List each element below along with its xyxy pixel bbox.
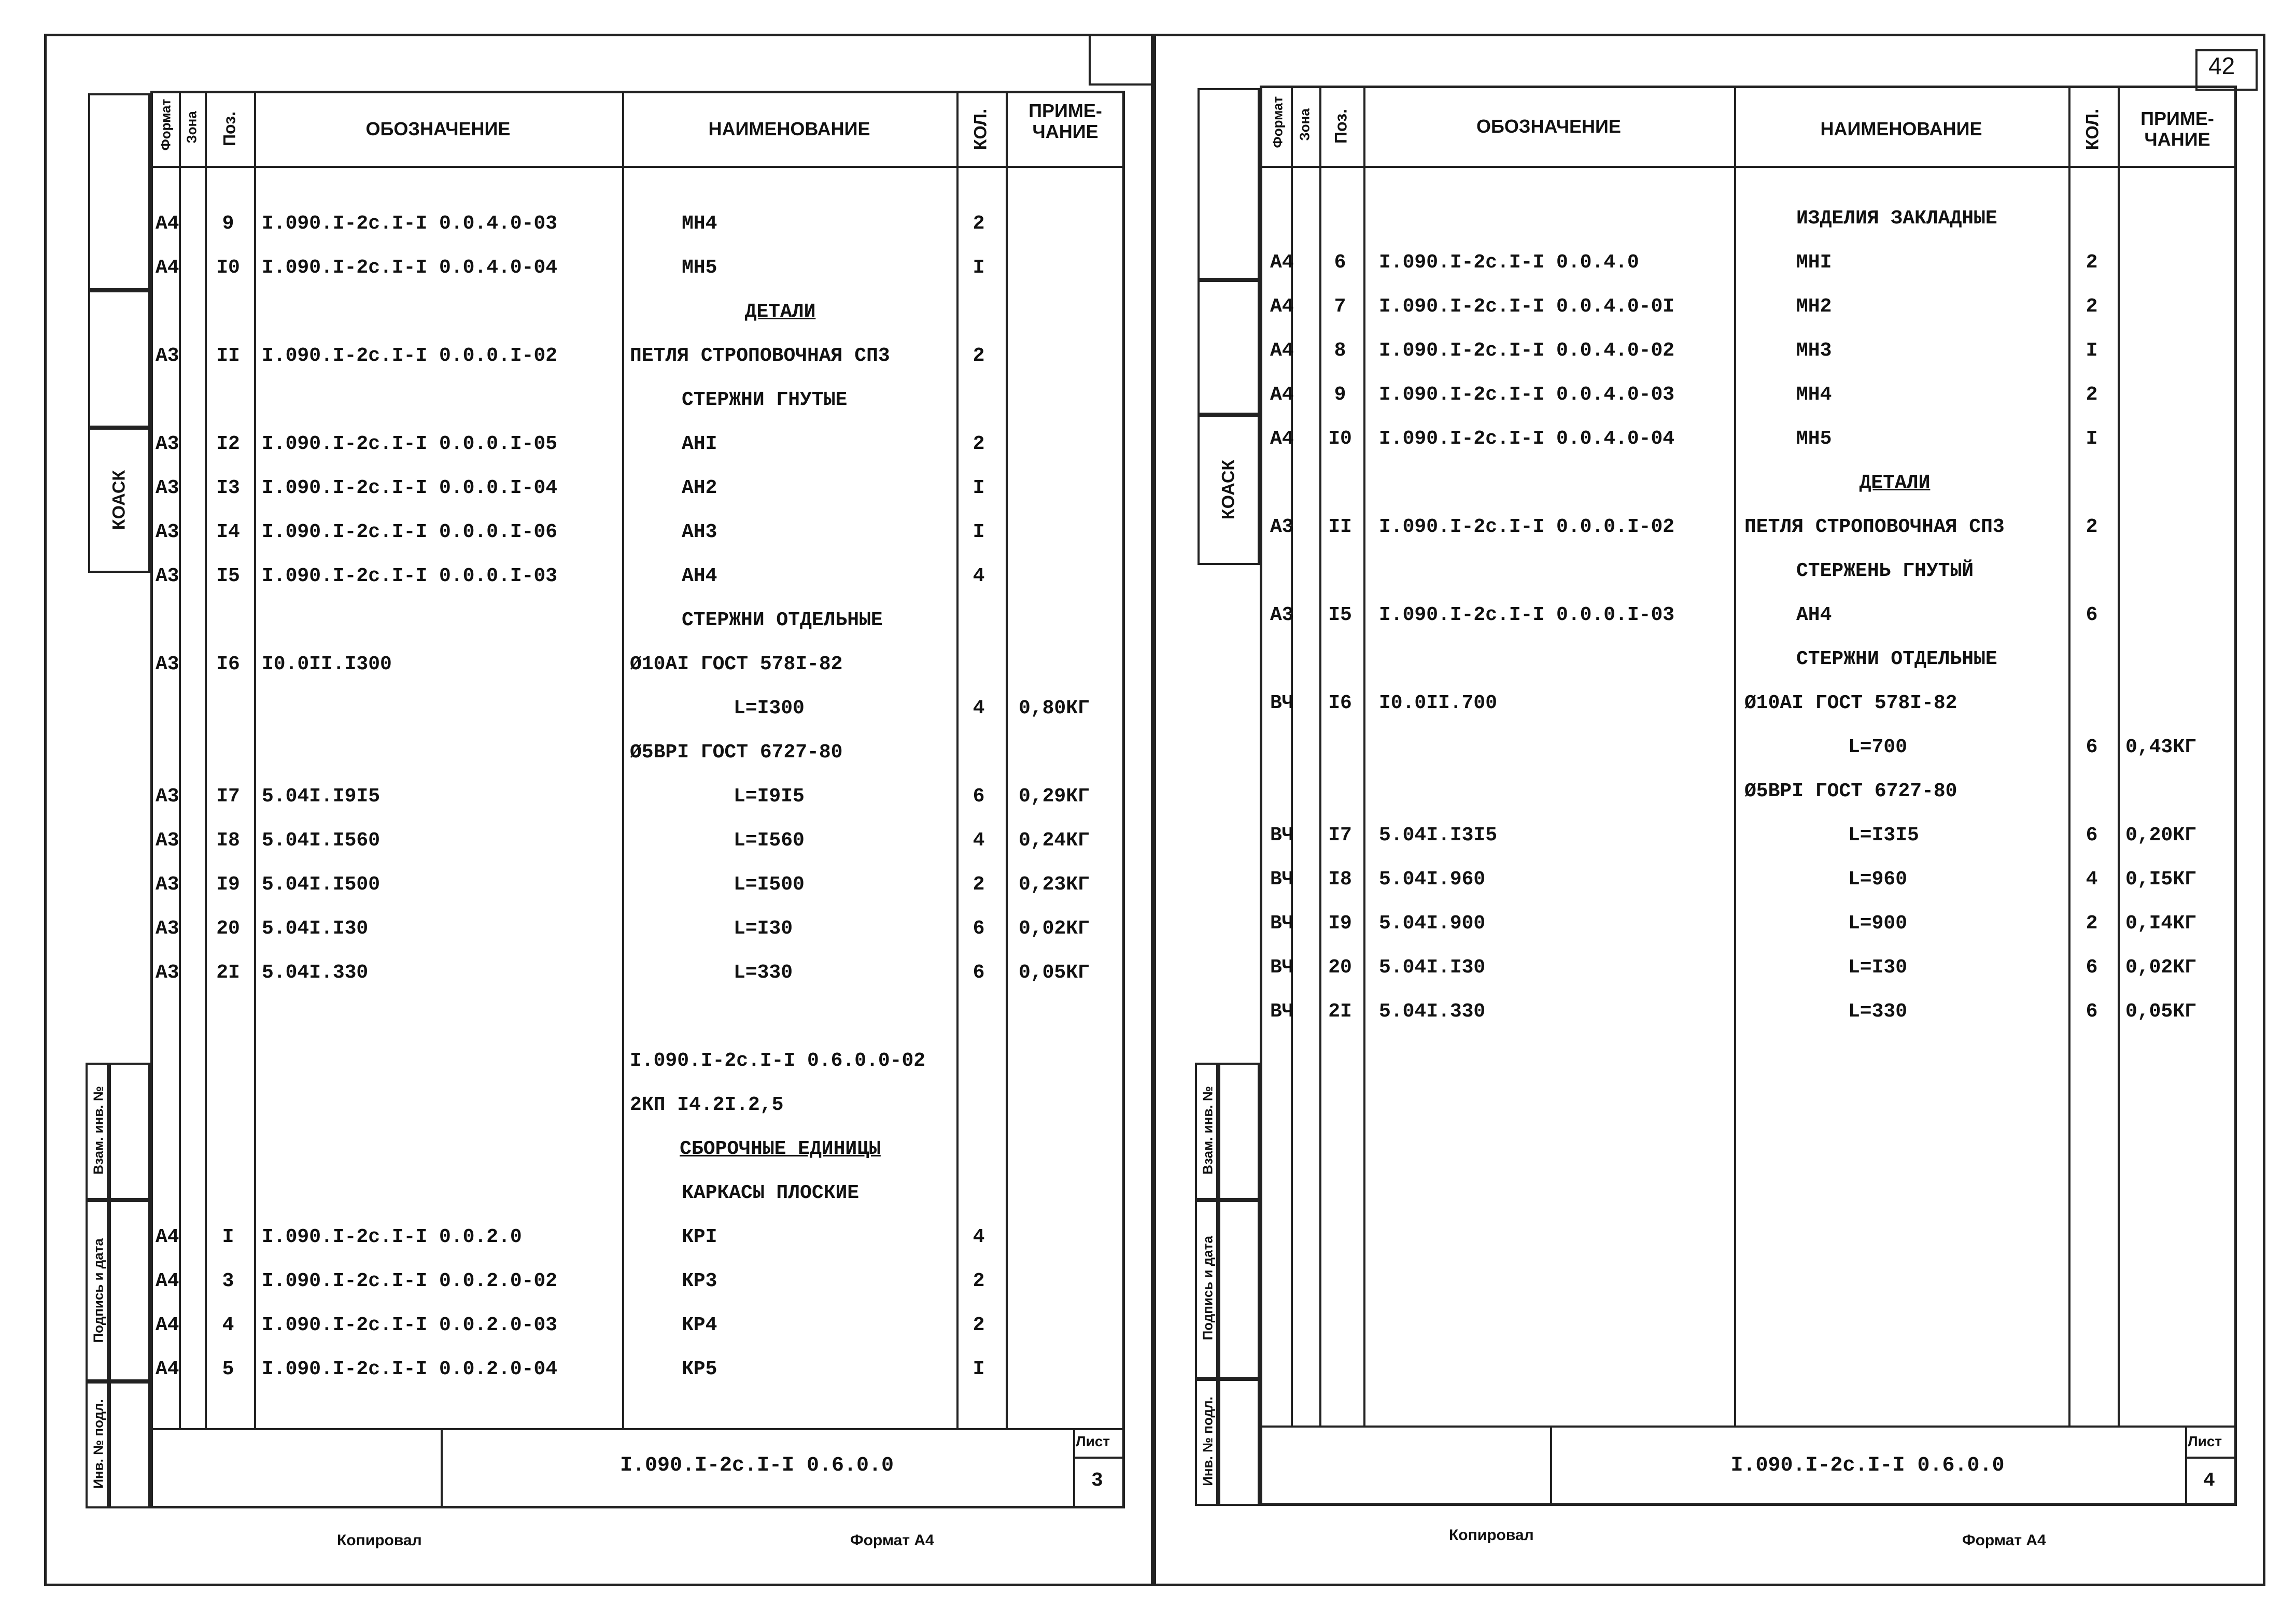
left-side-strip-top (88, 93, 150, 290)
row-designation: I0.0II.I300 (262, 653, 392, 675)
row-quantity: 2 (2086, 384, 2098, 406)
row-position: I4 (216, 521, 240, 543)
row-format: А3 (156, 433, 179, 455)
right-hdr-name: НАИМЕНОВАНИЕ (1820, 118, 1982, 139)
row-name: АН4 (1796, 604, 1832, 626)
row-position: 3 (222, 1270, 234, 1292)
row-position: I8 (1328, 868, 1352, 891)
row-name: L=330 (1848, 1000, 1908, 1023)
row-position: 2I (1328, 1000, 1352, 1023)
row-quantity: 6 (973, 785, 985, 808)
row-designation: 5.04I.I30 (1379, 956, 1486, 979)
right-col-rule-5 (2068, 86, 2070, 1426)
row-designation: I.090.I-2c.I-I 0.0.0.I-03 (1379, 604, 1675, 626)
row-position: 8 (1334, 340, 1346, 362)
row-designation: 5.04I.330 (262, 962, 369, 984)
row-note: 0,I4КГ (2125, 912, 2196, 935)
left-side-strip-inv-b (109, 1381, 150, 1508)
row-name: Ø10АI ГОСТ 578I-82 (630, 653, 843, 675)
left-side-strip-vzam-b (109, 1063, 150, 1200)
right-side-strip-inv-b (1218, 1379, 1260, 1506)
left-hdr-name: НАИМЕНОВАНИЕ (708, 118, 870, 139)
row-name: L=I3I5 (1848, 824, 1919, 846)
row-format: А4 (1270, 340, 1294, 362)
row-name: АН2 (682, 477, 717, 499)
row-quantity: I (973, 477, 985, 499)
row-name: ПЕТЛЯ СТРОПОВОЧНАЯ СП3 (630, 345, 890, 367)
row-format: ВЧ (1270, 824, 1294, 846)
row-quantity: 6 (973, 962, 985, 984)
row-designation: I.090.I-2c.I-I 0.0.4.0 (1379, 251, 1639, 274)
row-format: А4 (1270, 384, 1294, 406)
right-label-vzam: Взам. инв. № (1200, 1086, 1216, 1175)
left-copied: Копировал (337, 1532, 422, 1549)
left-hdr-pos: Поз. (220, 111, 239, 146)
row-format: А4 (156, 1314, 179, 1336)
left-footer-rule (150, 1428, 1125, 1430)
right-sheetno-hrule (2185, 1457, 2237, 1459)
row-name: КАРКАСЫ ПЛОСКИЕ (682, 1182, 860, 1204)
left-strip-label: КОАСК (109, 470, 129, 530)
row-format: А3 (156, 918, 179, 940)
row-format: А4 (1270, 295, 1294, 318)
row-quantity: 6 (2086, 604, 2098, 626)
row-designation: I.090.I-2c.I-I 0.0.4.0-03 (1379, 384, 1675, 406)
row-format: А3 (156, 477, 179, 499)
right-hdr-pos: Поз. (1331, 109, 1350, 144)
row-designation: 5.04I.330 (1379, 1000, 1486, 1023)
row-format: А3 (156, 962, 179, 984)
left-format: Формат А4 (850, 1532, 934, 1549)
row-quantity: 2 (973, 873, 985, 896)
row-name: МН4 (1796, 384, 1832, 406)
left-hdr-designation: ОБОЗНАЧЕНИЕ (365, 118, 511, 139)
row-position: I (222, 1226, 234, 1248)
row-note: 0,02КГ (1019, 918, 1090, 940)
row-name: L=I30 (1848, 956, 1908, 979)
row-name: СТЕРЖНИ ОТДЕЛЬНЫЕ (1796, 648, 1997, 670)
row-name: МН2 (1796, 295, 1832, 318)
row-designation: I.090.I-2c.I-I 0.0.0.I-06 (262, 521, 558, 543)
left-sheetno-hrule (1073, 1457, 1125, 1459)
row-position: I2 (216, 433, 240, 455)
row-format: А3 (156, 829, 179, 852)
row-designation: I.090.I-2c.I-I 0.0.0.I-02 (262, 345, 558, 367)
row-name: СБОРОЧНЫЕ ЕДИНИЦЫ (680, 1138, 881, 1160)
row-format: А4 (1270, 251, 1294, 274)
row-designation: 5.04I.I560 (262, 829, 381, 852)
row-position: I6 (216, 653, 240, 675)
row-quantity: 2 (2086, 295, 2098, 318)
left-sheet-label: Лист (1076, 1433, 1110, 1449)
row-name: Ø5ВРI ГОСТ 6727-80 (1744, 780, 1957, 802)
row-quantity: 2 (2086, 251, 2098, 274)
row-designation: I.090.I-2c.I-I 0.0.2.0-04 (262, 1358, 558, 1380)
left-col-rule-6 (1006, 91, 1008, 1428)
row-designation: I.090.I-2c.I-I 0.0.2.0 (262, 1226, 522, 1248)
row-name: L=700 (1848, 736, 1908, 758)
row-name: АН3 (682, 521, 717, 543)
row-note: 0,05КГ (2125, 1000, 2196, 1023)
row-quantity: 2 (973, 1314, 985, 1336)
row-position: I7 (1328, 824, 1352, 846)
left-doc-number: I.090.I-2c.I-I 0.6.0.0 (619, 1454, 894, 1477)
row-name: СТЕРЖНИ ОТДЕЛЬНЫЕ (682, 609, 883, 631)
row-quantity: 2 (2086, 912, 2098, 935)
right-side-strip-vzam-b (1218, 1063, 1260, 1200)
row-position: II (216, 345, 240, 367)
left-hdr-note-2: ЧАНИЕ (1032, 121, 1098, 142)
row-name: МН3 (1796, 340, 1832, 362)
row-name: МН5 (682, 257, 717, 279)
right-hdr-zone: Зона (1297, 108, 1313, 141)
row-designation: I.090.I-2c.I-I 0.0.4.0-02 (1379, 340, 1675, 362)
left-hdr-format: Формат (158, 98, 174, 151)
row-quantity: 6 (2086, 824, 2098, 846)
row-designation: 5.04I.I3I5 (1379, 824, 1498, 846)
row-format: А3 (156, 873, 179, 896)
row-designation: I.090.I-2c.I-I 0.0.4.0-04 (1379, 428, 1675, 450)
right-hdr-format: Формат (1270, 96, 1286, 148)
row-position: I6 (1328, 692, 1352, 714)
row-note: 0,20КГ (2125, 824, 2196, 846)
row-quantity: 2 (973, 1270, 985, 1292)
row-name: СТЕРЖЕНЬ ГНУТЫЙ (1796, 560, 1974, 582)
row-name: L=I9I5 (734, 785, 805, 808)
row-name: L=I560 (734, 829, 805, 852)
row-format: А3 (156, 521, 179, 543)
right-hdr-designation: ОБОЗНАЧЕНИЕ (1476, 116, 1621, 137)
row-format: А3 (1270, 604, 1294, 626)
row-position: I0 (216, 257, 240, 279)
left-col-rule-5 (956, 91, 959, 1428)
row-quantity: 2 (973, 345, 985, 367)
row-name: КР4 (682, 1314, 717, 1336)
right-col-rule-4 (1734, 86, 1736, 1426)
row-format: А3 (156, 345, 179, 367)
row-name: ДЕТАЛИ (744, 301, 816, 323)
row-note: 0,23КГ (1019, 873, 1090, 896)
left-hdr-note-1: ПРИМЕ- (1029, 100, 1102, 121)
left-hdr-zone: Зона (184, 111, 200, 144)
row-note: 0,05КГ (1019, 962, 1090, 984)
row-position: 20 (216, 918, 240, 940)
left-label-inv: Инв. № подл. (90, 1399, 106, 1489)
right-label-inv: Инв. № подл. (1200, 1396, 1216, 1486)
left-col-rule-3 (254, 91, 256, 1428)
right-hdr-note-1: ПРИМЕ- (2140, 108, 2214, 129)
row-designation: I.090.I-2c.I-I 0.0.2.0-03 (262, 1314, 558, 1336)
row-position: 7 (1334, 295, 1346, 318)
row-position: 9 (1334, 384, 1346, 406)
row-name: ДЕТАЛИ (1859, 472, 1931, 494)
row-name: МН4 (682, 213, 717, 235)
row-format: А4 (156, 1358, 179, 1380)
row-format: ВЧ (1270, 912, 1294, 935)
left-sheet-top-tab (1089, 34, 1153, 86)
row-position: I5 (216, 565, 240, 587)
row-quantity: I (973, 521, 985, 543)
row-name: L=I300 (734, 697, 805, 719)
row-designation: I.090.I-2c.I-I 0.0.0.I-02 (1379, 516, 1675, 538)
right-side-strip-mid (1198, 280, 1260, 415)
left-label-podpis: Подпись и дата (90, 1238, 106, 1343)
row-name: МНI (1796, 251, 1832, 274)
row-designation: I0.0II.700 (1379, 692, 1498, 714)
row-position: 4 (222, 1314, 234, 1336)
row-name: КРI (682, 1226, 717, 1248)
row-format: А4 (156, 1226, 179, 1248)
row-name: АНI (682, 433, 717, 455)
row-quantity: I (2086, 428, 2098, 450)
row-position: I5 (1328, 604, 1352, 626)
row-note: 0,80КГ (1019, 697, 1090, 719)
row-designation: I.090.I-2c.I-I 0.0.0.I-05 (262, 433, 558, 455)
row-format: ВЧ (1270, 956, 1294, 979)
row-quantity: 2 (973, 213, 985, 235)
right-doc-number: I.090.I-2c.I-I 0.6.0.0 (1730, 1454, 2005, 1477)
row-designation: I.090.I-2c.I-I 0.0.0.I-03 (262, 565, 558, 587)
row-quantity: I (2086, 340, 2098, 362)
right-side-strip-top (1198, 88, 1260, 280)
row-format: А3 (1270, 516, 1294, 538)
row-quantity: I (973, 1358, 985, 1380)
row-designation: 5.04I.I500 (262, 873, 381, 896)
row-name: L=900 (1848, 912, 1908, 935)
row-quantity: 2 (973, 433, 985, 455)
row-name: I.090.I-2c.I-I 0.6.0.0-02 (630, 1050, 926, 1072)
row-format: А3 (156, 565, 179, 587)
row-name: КР3 (682, 1270, 717, 1292)
right-footer-rule (1260, 1426, 2237, 1428)
row-designation: I.090.I-2c.I-I 0.0.2.0-02 (262, 1270, 558, 1292)
left-col-rule-4 (622, 91, 624, 1428)
row-designation: I.090.I-2c.I-I 0.0.0.I-04 (262, 477, 558, 499)
row-note: 0,43КГ (2125, 736, 2196, 758)
right-strip-label: КОАСК (1218, 459, 1238, 520)
right-hdr-qty: КОЛ. (2082, 108, 2103, 150)
row-designation: I.090.I-2c.I-I 0.0.4.0-0I (1379, 295, 1675, 318)
row-designation: 5.04I.I30 (262, 918, 369, 940)
row-designation: 5.04I.900 (1379, 912, 1486, 935)
row-note: 0,24КГ (1019, 829, 1090, 852)
row-name: 2КП I4.2I.2,5 (630, 1094, 784, 1116)
right-label-podpis: Подпись и дата (1200, 1236, 1216, 1340)
left-side-strip-mid (88, 290, 150, 428)
row-format: ВЧ (1270, 692, 1294, 714)
row-position: 2I (216, 962, 240, 984)
left-col-rule-2 (205, 91, 207, 1428)
row-name: Ø10АI ГОСТ 578I-82 (1744, 692, 1957, 714)
row-quantity: 2 (2086, 516, 2098, 538)
right-sheetno-rule (2185, 1426, 2187, 1506)
right-sheet-label: Лист (2188, 1433, 2222, 1449)
row-name: ПЕТЛЯ СТРОПОВОЧНАЯ СП3 (1744, 516, 2005, 538)
row-quantity: 6 (2086, 1000, 2098, 1023)
right-col-rule-2 (1319, 86, 1321, 1426)
right-col-rule-3 (1363, 86, 1365, 1426)
right-hdr-note-2: ЧАНИЕ (2144, 129, 2210, 150)
row-format: А4 (1270, 428, 1294, 450)
row-quantity: 6 (973, 918, 985, 940)
row-quantity: 4 (973, 1226, 985, 1248)
row-position: II (1328, 516, 1352, 538)
row-position: 6 (1334, 251, 1346, 274)
left-header-rule (150, 166, 1125, 168)
right-col-rule-1 (1291, 86, 1293, 1426)
row-quantity: 6 (2086, 736, 2098, 758)
row-format: ВЧ (1270, 868, 1294, 891)
row-position: 5 (222, 1358, 234, 1380)
left-hdr-qty: КОЛ. (970, 108, 991, 150)
row-format: А3 (156, 653, 179, 675)
row-note: 0,02КГ (2125, 956, 2196, 979)
row-position: 20 (1328, 956, 1352, 979)
row-format: А3 (156, 785, 179, 808)
row-name: АН4 (682, 565, 717, 587)
row-format: А4 (156, 257, 179, 279)
left-sheet-number: 3 (1091, 1470, 1103, 1492)
row-format: А4 (156, 213, 179, 235)
right-format: Формат А4 (1962, 1532, 2046, 1549)
row-name: СТЕРЖНИ ГНУТЫЕ (682, 389, 848, 411)
row-note: 0,I5КГ (2125, 868, 2196, 891)
row-name: ИЗДЕЛИЯ ЗАКЛАДНЫЕ (1796, 207, 1997, 230)
row-name: Ø5ВРI ГОСТ 6727-80 (630, 741, 843, 764)
row-position: I3 (216, 477, 240, 499)
right-copied: Копировал (1449, 1527, 1534, 1544)
right-page-number: 42 (2208, 52, 2235, 79)
row-name: МН5 (1796, 428, 1832, 450)
left-sheetno-rule (1073, 1428, 1075, 1508)
row-position: I9 (216, 873, 240, 896)
row-quantity: 6 (2086, 956, 2098, 979)
row-position: 9 (222, 213, 234, 235)
row-designation: 5.04I.I9I5 (262, 785, 381, 808)
right-side-strip-podpis-b (1218, 1200, 1260, 1379)
right-header-rule (1260, 166, 2237, 168)
row-note: 0,29КГ (1019, 785, 1090, 808)
row-position: I9 (1328, 912, 1352, 935)
row-name: L=330 (734, 962, 793, 984)
row-position: I0 (1328, 428, 1352, 450)
row-quantity: 4 (973, 829, 985, 852)
row-name: L=I500 (734, 873, 805, 896)
row-format: А4 (156, 1270, 179, 1292)
row-name: КР5 (682, 1358, 717, 1380)
row-name: L=960 (1848, 868, 1908, 891)
row-designation: I.090.I-2c.I-I 0.0.4.0-04 (262, 257, 558, 279)
row-format: ВЧ (1270, 1000, 1294, 1023)
row-quantity: 4 (2086, 868, 2098, 891)
row-quantity: 4 (973, 565, 985, 587)
left-label-vzam: Взам. инв. № (90, 1086, 106, 1175)
row-quantity: 4 (973, 697, 985, 719)
right-sheet-number: 4 (2203, 1470, 2215, 1492)
row-position: I8 (216, 829, 240, 852)
left-side-strip-podpis-b (109, 1200, 150, 1381)
row-position: I7 (216, 785, 240, 808)
row-name: L=I30 (734, 918, 793, 940)
row-designation: 5.04I.960 (1379, 868, 1486, 891)
row-quantity: I (973, 257, 985, 279)
row-designation: I.090.I-2c.I-I 0.0.4.0-03 (262, 213, 558, 235)
right-col-rule-6 (2118, 86, 2120, 1426)
